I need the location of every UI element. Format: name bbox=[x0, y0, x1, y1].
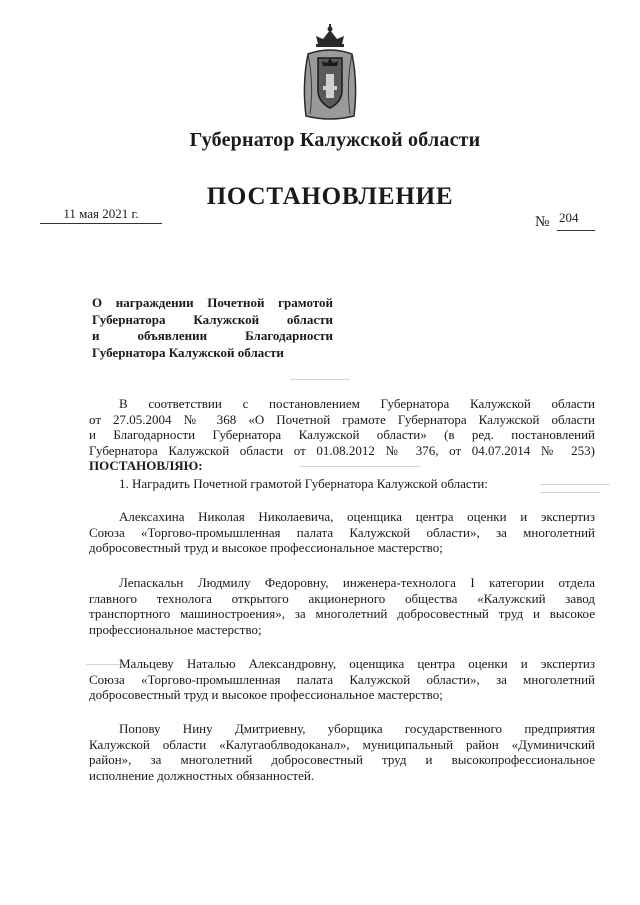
document-type-heading: ПОСТАНОВЛЕНИЕ bbox=[206, 183, 454, 210]
document-number-field bbox=[535, 210, 595, 232]
scan-artifact bbox=[540, 492, 600, 493]
scan-artifact bbox=[86, 664, 126, 665]
item-1-text: 1. Наградить Почетной грамотой Губернатора Калужской области: bbox=[119, 476, 488, 491]
number-sign: № bbox=[535, 214, 550, 230]
subject-line: Губернатора Калужской области bbox=[92, 311, 333, 327]
subject-line: Губернатора Калужской области bbox=[92, 344, 284, 360]
awardee-line: Союза «Торгово-промышленная палата Калужской области», за многолетний bbox=[89, 524, 595, 540]
scan-artifact bbox=[540, 484, 610, 485]
preamble-paragraph bbox=[89, 396, 595, 474]
awardee-line: район», за многолетний добросовестный труд и высокопрофессиональное bbox=[89, 752, 595, 767]
awardee-line: исполнение должностных обязанностей. bbox=[89, 767, 315, 783]
awardee-line: добросовестный труд и высокое профессиональное мастерство; bbox=[89, 687, 443, 702]
awardee-paragraph bbox=[89, 656, 595, 703]
awardee-line: транспортного машиностроения», за многолетний добросовестный труд и высокое bbox=[89, 606, 595, 621]
awardee-line: Попову Нину Дмитриевну, уборщика государственного предприятия bbox=[119, 721, 595, 736]
document-subject bbox=[92, 295, 333, 361]
coat-of-arms-emblem bbox=[294, 24, 366, 124]
awardee-line: профессиональное мастерство; bbox=[89, 621, 262, 637]
scan-artifact bbox=[290, 379, 350, 380]
preamble-line: от 27.05.2004 № 368 «О Почетной грамоте Губернатора Калужской области bbox=[89, 411, 595, 427]
awardee-line: Алексахина Николая Николаевича, оценщика центра оценки и экспертиз bbox=[119, 509, 595, 524]
document-date: 11 мая 2021 г. bbox=[40, 206, 162, 224]
awardee-line: Калужской области «Калугаоблводоканал», муниципальный район «Думиничский bbox=[89, 736, 595, 752]
subject-line: О награждении Почетной грамотой bbox=[92, 295, 333, 310]
preamble-line: В соответствии с постановлением Губернатора Калужской области bbox=[119, 396, 595, 411]
awardee-paragraph bbox=[89, 721, 595, 783]
issuer-title: Губернатор Калужской области bbox=[189, 129, 481, 151]
document-number: 204 bbox=[559, 210, 579, 225]
subject-line: и объявлении Благодарности bbox=[92, 328, 333, 343]
awardee-line: добросовестный труд и высокое профессиональное мастерство; bbox=[89, 540, 443, 555]
awardee-paragraph bbox=[89, 509, 595, 556]
awardee-line: Мальцеву Наталью Александровну, оценщика центра оценки и экспертиз bbox=[119, 656, 595, 671]
preamble-line: и Благодарности Губернатора Калужской области» (в ред. постановлений bbox=[89, 427, 595, 442]
awardee-line: Лепаскальн Людмилу Федоровну, инженера-технолога I категории отдела bbox=[119, 575, 595, 590]
awardee-paragraph bbox=[89, 575, 595, 637]
number-underline bbox=[557, 230, 595, 231]
awardee-line: Союза «Торгово-промышленная палата Калужской области», за многолетний bbox=[89, 671, 595, 687]
preamble-line: Губернатора Калужской области от 01.08.2012 № 376, от 04.07.2014 № 253) bbox=[89, 442, 595, 458]
awardee-line: главного технолога открытого акционерного общества «Калужский завод bbox=[89, 590, 595, 606]
resolve-keyword: ПОСТАНОВЛЯЮ: bbox=[89, 458, 203, 473]
scan-artifact bbox=[300, 466, 420, 467]
item-1-paragraph bbox=[89, 476, 595, 492]
